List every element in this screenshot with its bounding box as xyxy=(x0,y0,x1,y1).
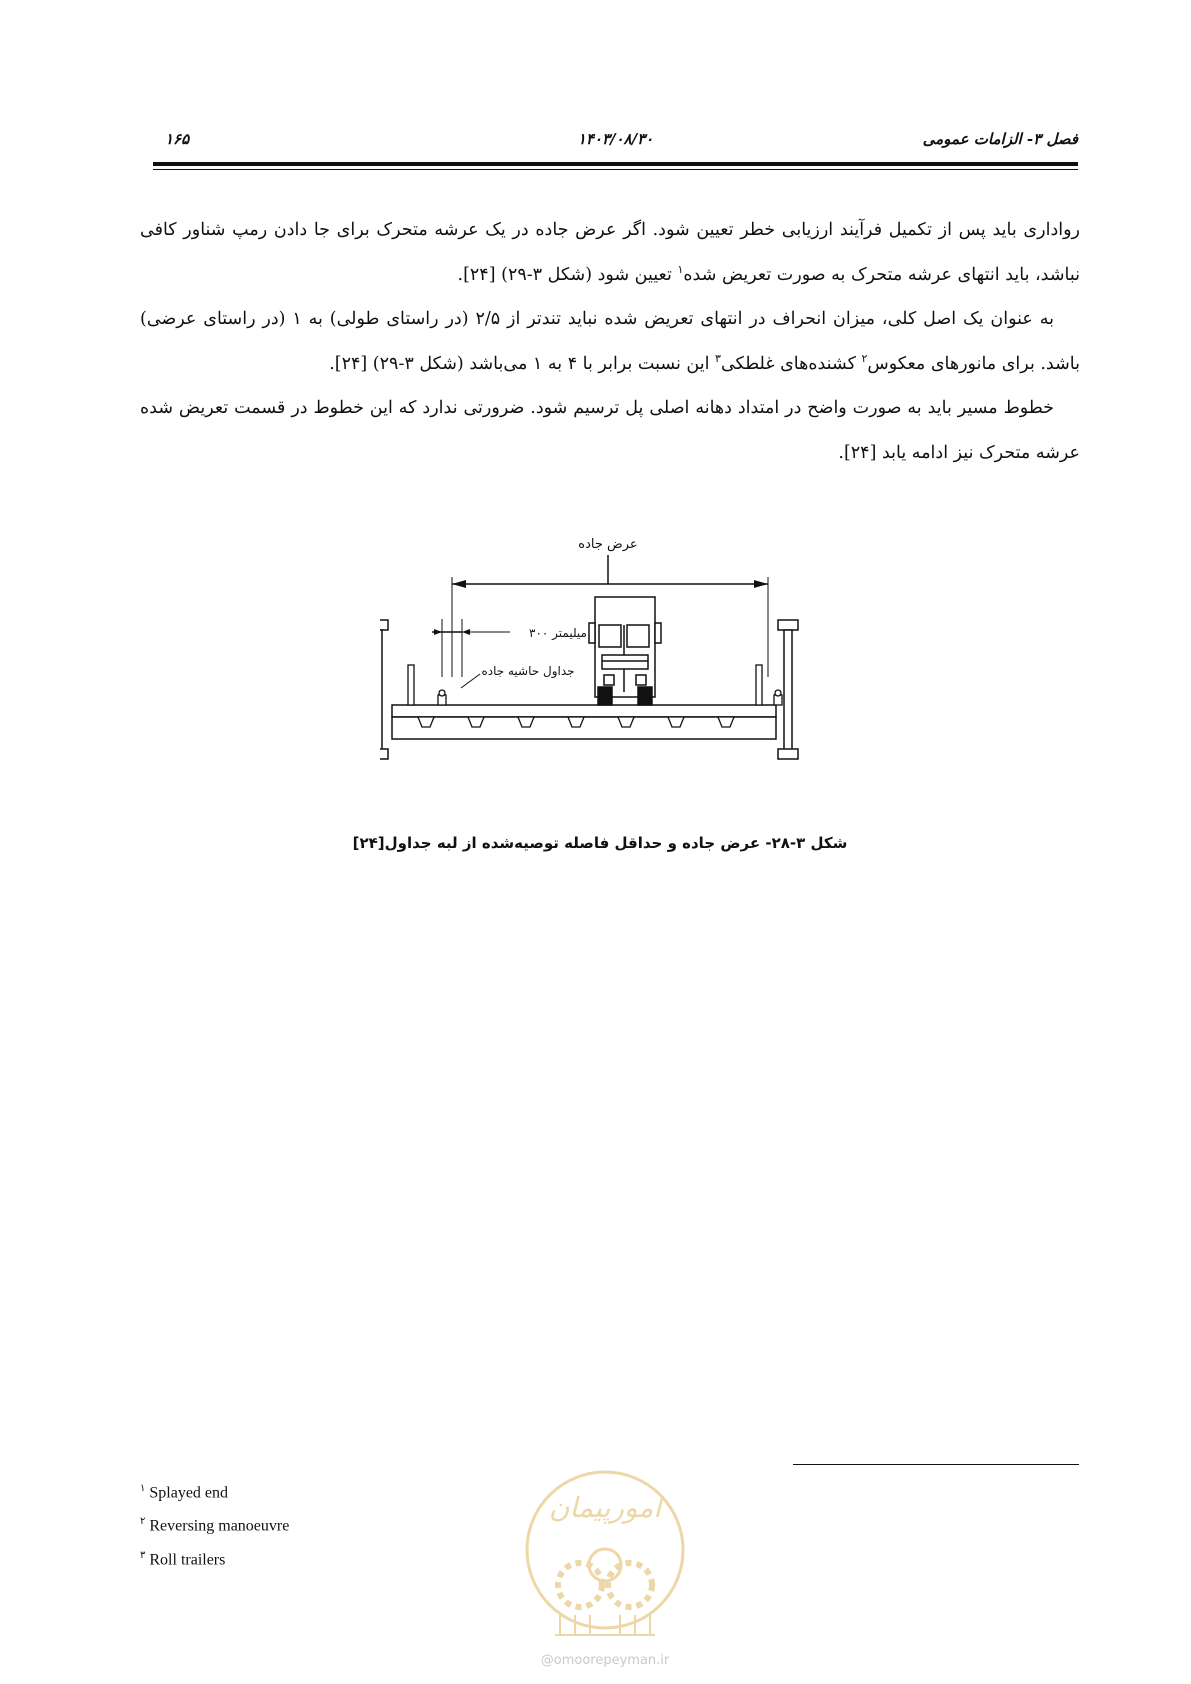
right-pier-cap-bottom xyxy=(778,749,798,759)
paragraph-3: خطوط مسیر باید به صورت واضح در امتداد دهانه اصلی پل ترسیم شود. ضرورتی ندارد که این خطوط در قسمت تعریض شده عرشه متحرک نیز ادامه یابد [۲۴]. xyxy=(140,398,1080,463)
body-text xyxy=(140,208,1080,475)
footnote-ref-1: ۱ xyxy=(677,262,684,276)
kerb-leader xyxy=(461,674,480,688)
road-width-label: عرض جاده xyxy=(578,537,638,552)
paragraph-2 xyxy=(140,297,1080,386)
paragraph-2-text-end: این نسبت برابر با ۴ به ۱ می‌باشد (شکل ۳-۲۹) [۲۴]. xyxy=(329,353,716,374)
paragraph-2-text: به عنوان یک اصل کلی، میزان انحراف در انتهای تعریض شده نباید تندتر از ۲/۵ (در راستای طولی) به ۱ (در راستای عرضی) باشد. برای مانورهای معکوس xyxy=(140,309,1080,374)
offset-arrow-1 xyxy=(434,629,442,635)
deck-top xyxy=(392,705,776,717)
arrow-right xyxy=(754,580,768,588)
kerb-label: جداول حاشیه جاده xyxy=(481,664,575,678)
footnote-rule xyxy=(793,1464,1079,1465)
paragraph-1-text: رواداری باید پس از تکمیل فرآیند ارزیابی خطر تعیین شود. اگر عرض جاده در یک عرشه متحرک برای جا دادن رمپ شناور کافی نباشد، باید انتهای عرشه متحرک به صورت تعریض شده xyxy=(140,220,1080,285)
footnote-mark: ۳ xyxy=(140,1549,146,1561)
footnote-ref-2: ۲ xyxy=(861,351,868,365)
header-rule-thin xyxy=(153,169,1078,170)
left-pier-cap-bottom xyxy=(380,749,388,759)
arrow-left xyxy=(452,580,466,588)
footnote-3 xyxy=(140,1541,289,1574)
header-rule-thick xyxy=(153,162,1078,166)
footnote-mark: ۲ xyxy=(140,1516,146,1528)
offset-label: میلیمتر ۳۰۰ xyxy=(529,626,587,640)
footnote-text: Splayed end xyxy=(149,1484,229,1502)
page-header xyxy=(153,128,1078,154)
kerb-left xyxy=(438,690,446,705)
watermark-text: امورپیمان xyxy=(548,1491,662,1524)
footnote-text: Reversing manoeuvre xyxy=(149,1517,290,1535)
footnote-2 xyxy=(140,1507,289,1540)
kerb-right xyxy=(774,690,782,705)
figure-caption: شکل ۳-۲۸- عرض جاده و حداقل فاصله توصیه‌شده از لبه جداول[۲۴] xyxy=(352,834,848,852)
right-pier xyxy=(784,630,792,750)
right-pier-cap-top xyxy=(778,620,798,630)
left-pier xyxy=(380,630,382,750)
footnote-text: Roll trailers xyxy=(149,1550,226,1568)
page-number: ۱۶۵ xyxy=(165,130,190,148)
gear-icon xyxy=(558,1563,652,1607)
deck-bottom xyxy=(392,717,776,739)
header-date: ۱۴۰۳/۰۸/۳۰ xyxy=(577,130,654,148)
paragraph-1-text-end: تعیین شود (شکل ۳-۲۹) [۲۴]. xyxy=(457,264,678,285)
paragraph-1 xyxy=(140,208,1080,297)
footnote-ref-3: ۳ xyxy=(715,351,721,365)
right-post xyxy=(756,665,762,705)
footnote-mark: ۱ xyxy=(140,1483,146,1494)
watermark-logo xyxy=(520,1465,690,1660)
left-post xyxy=(408,665,414,705)
paragraph-2-text-mid: کشنده‌های غلطکی xyxy=(720,353,862,374)
chapter-title: فصل ۳- الزامات عمومی xyxy=(922,130,1078,148)
bridge-cross-section-figure xyxy=(380,527,840,817)
watermark-site: @omoorepeyman.ir xyxy=(540,1653,670,1668)
left-pier-cap-top xyxy=(380,620,388,630)
truck xyxy=(589,597,661,705)
footnote-1 xyxy=(140,1474,289,1507)
footnotes xyxy=(140,1474,289,1574)
